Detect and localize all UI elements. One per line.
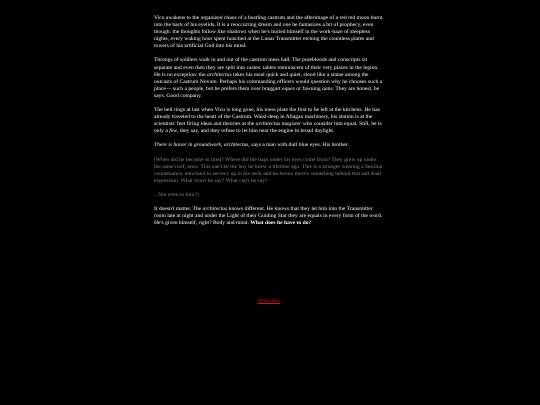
emphasis-aans: aans xyxy=(322,85,333,92)
paragraph-6-aside: ...Not even to him?) xyxy=(154,191,199,198)
dialogue-quote: There is honor in groundwork, architectus, xyxy=(154,142,250,149)
closing-question: What does he have to do? xyxy=(250,220,312,227)
paragraph-5-aside: (When did he become so tired? Where did the bags under his eyes come from? They grew up under the same roof, once. This can't be the boy he knew a lifetime ago. This is a stranger wearing a familiar countenance, entwined in secrecy up to his neck and he knows there's something behind that sad dead expression. What won't he say? What can't he say? xyxy=(154,156,383,184)
emphasis-architectus-magister: architectus magister xyxy=(255,121,302,128)
emphasis-few: few xyxy=(169,128,178,135)
paragraph-7: It doesn't matter. The architectus knows different. He knows that they let him into the Transmitter room late at night and under the Light of their Guiding Star they are equals in every form of the word. He's given himself, right? Body and mind. What does he have to do? xyxy=(154,205,383,227)
story-navigation xyxy=(154,298,384,304)
remember-link[interactable]: remember xyxy=(257,298,281,304)
story-text xyxy=(154,15,384,234)
paragraph-3: The bell rings at last when Vicu is long gone, his mess plate the first to be left at the kitchens. He has already traveled to the heart of the Castrum. Waist-deep in Allagan machinery, his station is at the scientists' feet firing ideas and theories at the architectus magister who consider him equal. Still, he is only a few, they say, and they refuse to let him near the engine in broad daylight. xyxy=(154,107,382,135)
emphasis-architectus-2: architectus xyxy=(202,205,228,212)
emphasis-architectus: architectus xyxy=(206,71,232,78)
emphasis-knows: knows xyxy=(279,170,294,177)
paragraph-1: Vicu awakens to the organized chaos of a bustling castrum and the afterimage of a red red moon burnt into the back of his eyelids. It is a reoccurring dream and one he fantasizes a bit of prophecy, even though: the thoughts follow like shadows when he's buried himself in the work-haze of sleepless nights, every waking hour spent hunched at the Lunar Transmitter etching the countless plates and towers of his artificial God into his mind. xyxy=(154,15,383,50)
paragraph-4: There is honor in groundwork, architectus, says a man with dull blue eyes. His brother. xyxy=(154,142,349,149)
paragraph-2: Throngs of soldiers walk in and out of the castrum mess hall. The purebloods and conscripts sit separate and even then they are split into castes: tables reminiscent of their very places in the legion. He is no exception: the architectus takes his meal quick and quiet, stood like a statue among the outcasts of Castrum Novum. Perhaps his commanding officers would question why he chooses such a place— such a people, but he prefers them over braggart eques or fawning aans. They are honest, he says. Good company. xyxy=(154,57,383,99)
emphasis-eques: eques xyxy=(282,85,295,92)
